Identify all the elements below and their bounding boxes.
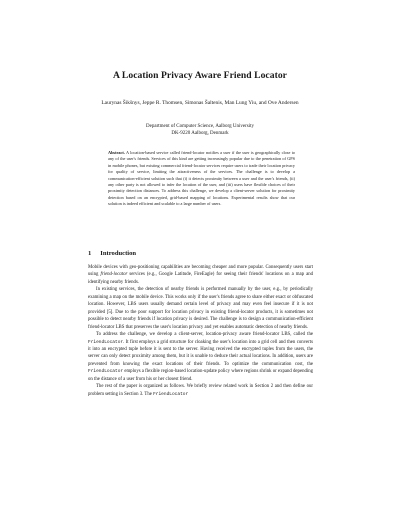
affiliation-department: Department of Computer Science, Aalborg University [146, 124, 254, 129]
paragraph-text: The rest of the paper is organized as follows. We briefly review related work in Section 2 and then define our problem setting in Section 3. The [88, 384, 313, 397]
paragraph-2: In existing services, the detection of nearby friends is performed manually by the user, e.g., by periodically examining a map on the mobile device. This works only if the user's friends agree to share either exact or obfuscated location. However, LBS users usually demand certain level of privacy and may even feel insecure if it is not provided [5]. Due to the poor support for location privacy in existing friend-locator products, it is sometimes not possible to detect nearby friends if location privacy is desired. The challenge is to design a communication-efficient friend-locator LBS that preserves the user's location privacy and yet enables automatic detection of nearby friends. [88, 287, 313, 330]
paragraph-text: . It first employs a grid structure for cloaking the user's location into a grid cell and then converts it into an encrypted tuple before it is sent to the server. Having received the encrypted tuples from the users, the server can only detect proximity among them, but it is unable to deduce their actual locations. In addition, users are prevented from knowing the exact locations of their friends. To optimize the communication cost, the [88, 339, 313, 367]
paragraph-1 [88, 264, 313, 286]
code-term: FriendLocator [88, 339, 124, 345]
paragraph-text: employs a flexible region-based location-update policy where regions shrink or expand depending on the distance of a user from his or her closest friend. [88, 369, 313, 382]
abstract-label: Abstract. [108, 150, 125, 155]
affiliation-address: DK-9220 Aalborg, Denmark [171, 131, 229, 136]
abstract-text: A location-based service called friend-locator notifies a user if the user is geographically close to any of the user's friends. Services of this kind are getting increasingly popular due to the penetration of GPS in mobile phones, but existing commercial friend-locator services require users to trade their location privacy for quality of service, limiting the attractiveness of the services. The challenge is to develop a communication-efficient solution such that (i) it detects proximity between a user and the user's friends, (ii) any other party is not allowed to infer the location of the user, and (iii) users have flexible choices of their proximity detection distances. To address this challenge, we develop a client-server solution for proximity detection based on an encrypted, grid-based mapping of locations. Experimental results show that our solution is indeed efficient and scalable to a large number of users. [108, 150, 296, 207]
code-term: FriendLocator [88, 369, 124, 375]
section-number: 1 [88, 250, 92, 257]
section-heading [88, 250, 136, 257]
section-title: Introduction [100, 250, 137, 257]
section-body [88, 264, 313, 398]
affiliation [80, 123, 320, 137]
author-list: Laurynas Šikšnys, Jeppe R. Thomsen, Simonas Šaltenis, Man Lung Yiu, and Ove Andersen [101, 100, 299, 106]
paragraph-text: Mobile devices with geo-positioning capabilities are becoming cheaper and more popular. Consequently users start using [88, 265, 313, 278]
paragraph-3 [88, 331, 313, 383]
paragraph-4 [88, 383, 313, 398]
paragraph-text: To address the challenge, we develop a client-server, location-privacy aware friend-locator LBS, called the [96, 332, 313, 338]
paper-title: A Location Privacy Aware Friend Locator [113, 70, 287, 81]
code-term: FriendLocator [153, 391, 189, 397]
abstract [108, 150, 295, 208]
emphasis-text: friend-locator [100, 272, 128, 278]
paragraph-text: services (e.g., Google Latitude, FireEagle) for seeing their friends' locations on a map and identifying nearby friends. [88, 272, 313, 285]
